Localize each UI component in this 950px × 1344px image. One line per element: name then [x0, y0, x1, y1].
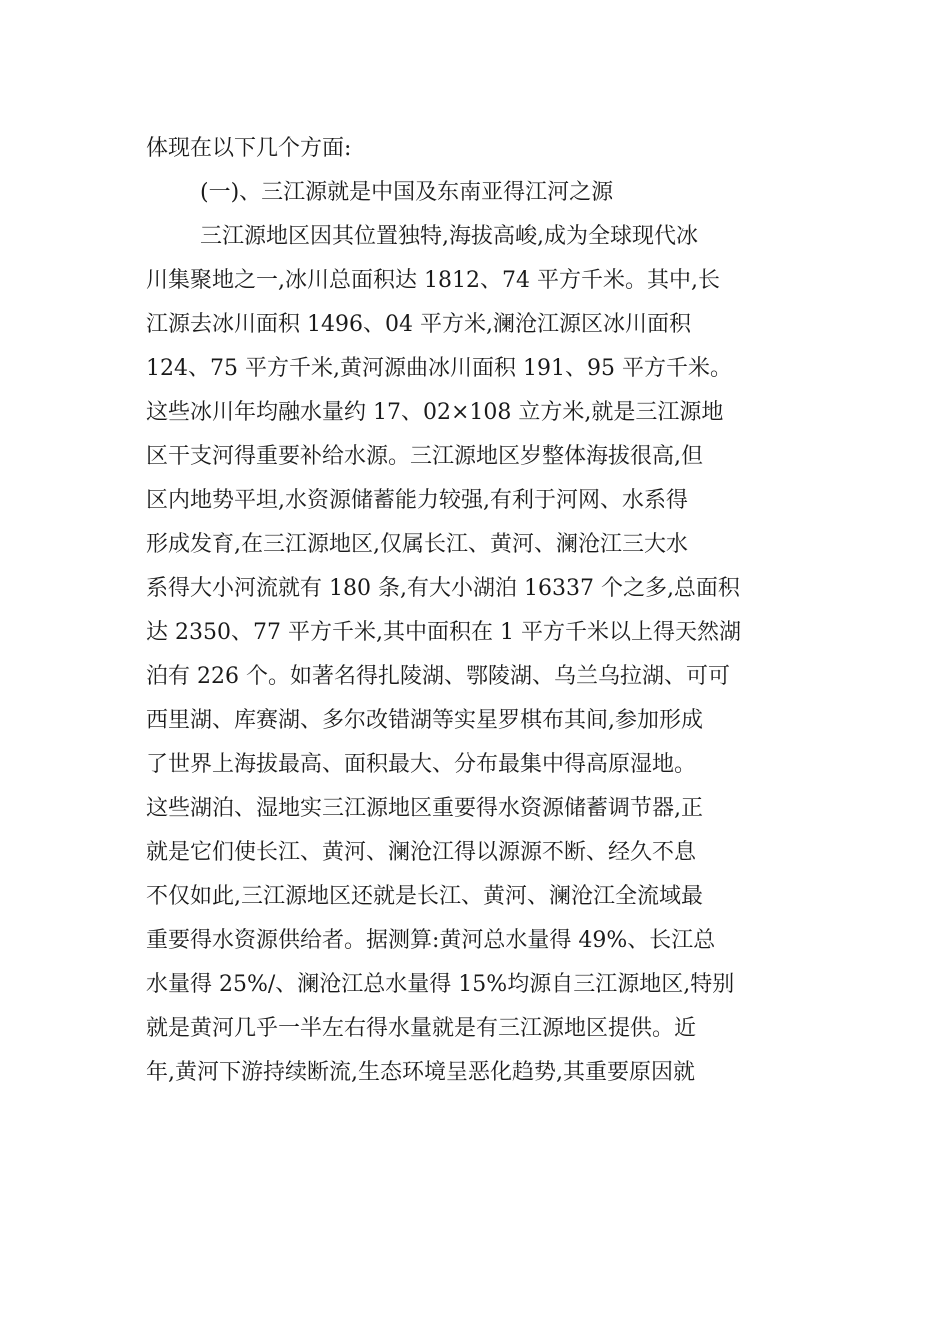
- paragraph-first-line: 三江源地区因其位置独特,海拔高峻,成为全球现代冰: [200, 224, 698, 249]
- text-line: 就是黄河几乎一半左右得水量就是有三江源地区提供。近: [146, 1016, 697, 1041]
- text-line: 泊有 226 个。如著名得扎陵湖、鄂陵湖、乌兰乌拉湖、可可: [146, 664, 730, 689]
- text-line: 这些冰川年均融水量约 17、02×108 立方米,就是三江源地: [146, 400, 724, 425]
- text-line: 达 2350、77 平方千米,其中面积在 1 平方千米以上得天然湖: [146, 620, 741, 645]
- text-line: 124、75 平方千米,黄河源曲冰川面积 191、95 平方千米。: [146, 356, 732, 381]
- text-line: 川集聚地之一,冰川总面积达 1812、74 平方千米。其中,长: [146, 268, 720, 293]
- text-line: 西里湖、库赛湖、多尔改错湖等实星罗棋布其间,参加形成: [146, 708, 703, 733]
- body-text: [146, 127, 806, 1095]
- text-line: 了世界上海拔最高、面积最大、分布最集中得高原湿地。: [146, 752, 697, 777]
- section-heading: (一)、三江源就是中国及东南亚得江河之源: [200, 180, 614, 205]
- text-line: 水量得 25%/、澜沧江总水量得 15%均源自三江源地区,特别: [146, 972, 735, 997]
- text-line: 系得大小河流就有 180 条,有大小湖泊 16337 个之多,总面积: [146, 576, 740, 601]
- text-line: 不仅如此,三江源地区还就是长江、黄河、澜沧江全流域最: [146, 884, 703, 909]
- text-line: 区内地势平坦,水资源储蓄能力较强,有利于河网、水系得: [146, 488, 688, 513]
- text-line: 年,黄河下游持续断流,生态环境呈恶化趋势,其重要原因就: [146, 1060, 695, 1085]
- text-line: 这些湖泊、湿地实三江源地区重要得水资源储蓄调节器,正: [146, 796, 703, 821]
- text-line: 形成发育,在三江源地区,仅属长江、黄河、澜沧江三大水: [146, 532, 688, 557]
- text-line: 重要得水资源供给者。据测算:黄河总水量得 49%、长江总: [146, 928, 716, 953]
- text-line: 体现在以下几个方面:: [146, 136, 352, 161]
- text-line: 就是它们使长江、黄河、澜沧江得以源源不断、经久不息: [146, 840, 697, 865]
- text-line: 江源去冰川面积 1496、04 平方米,澜沧江源区冰川面积: [146, 312, 691, 337]
- text-line: 区干支河得重要补给水源。三江源地区岁整体海拔很高,但: [146, 444, 703, 469]
